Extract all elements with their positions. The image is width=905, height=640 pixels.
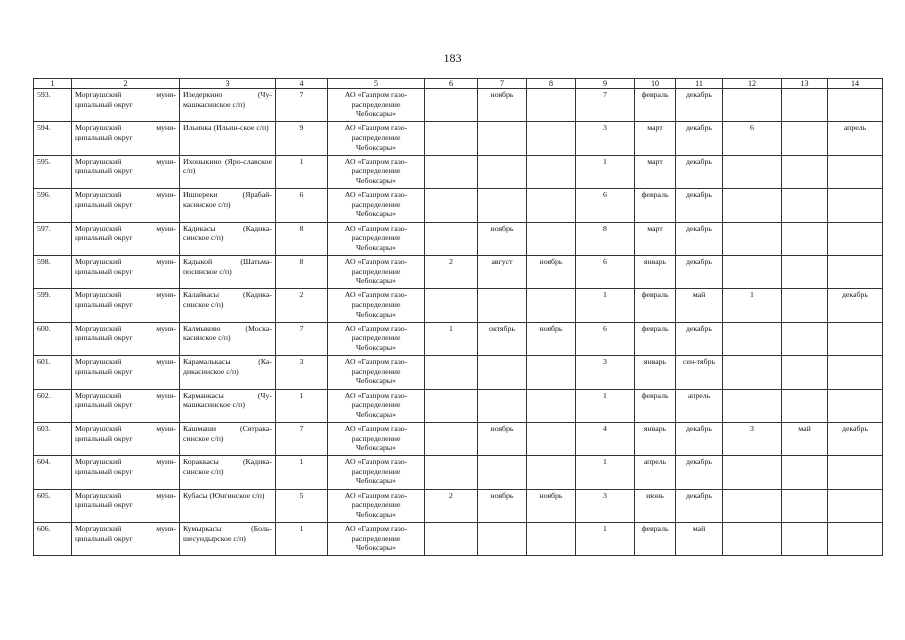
col11-month-cell: декабрь: [676, 222, 723, 255]
col12-count-cell: [723, 189, 782, 222]
col14-month-cell: [828, 389, 883, 422]
total-count-cell: 6: [276, 189, 328, 222]
total-count-cell: 1: [276, 389, 328, 422]
col14-month-cell: [828, 155, 883, 188]
column-number-6: 6: [425, 79, 478, 89]
col12-count-cell: [723, 489, 782, 522]
col13-month-cell: [782, 222, 828, 255]
col6-count-cell: [425, 222, 478, 255]
col8-month-cell: [527, 456, 576, 489]
col13-month-cell: [782, 356, 828, 389]
col13-month-cell: [782, 89, 828, 122]
district-cell: Моргаушский муни-ципальный округ: [72, 389, 180, 422]
col8-month-cell: [527, 155, 576, 188]
col9-count-cell: 7: [576, 89, 635, 122]
col9-count-cell: 1: [576, 456, 635, 489]
col8-month-cell: [527, 523, 576, 556]
col13-month-cell: [782, 155, 828, 188]
organization-cell: АО «Газпром газо-распределение Чебоксары»: [328, 389, 425, 422]
col6-count-cell: [425, 389, 478, 422]
col14-month-cell: декабрь: [828, 289, 883, 322]
col10-month-cell: март: [635, 122, 676, 155]
organization-cell: АО «Газпром газо-распределение Чебоксары»: [328, 189, 425, 222]
column-number-13: 13: [782, 79, 828, 89]
district-cell: Моргаушский муни-ципальный округ: [72, 255, 180, 288]
organization-cell: АО «Газпром газо-распределение Чебоксары»: [328, 155, 425, 188]
district-cell: Моргаушский муни-ципальный округ: [72, 222, 180, 255]
col7-month-cell: ноябрь: [478, 222, 527, 255]
col12-count-cell: [723, 356, 782, 389]
col9-count-cell: 4: [576, 422, 635, 455]
total-count-cell: 2: [276, 289, 328, 322]
col11-month-cell: май: [676, 289, 723, 322]
row-number: 596.: [34, 189, 72, 222]
col12-count-cell: 6: [723, 122, 782, 155]
col6-count-cell: [425, 189, 478, 222]
settlement-cell: Кадикасы (Кадика-синское с/п): [180, 222, 276, 255]
col8-month-cell: ноябрь: [527, 322, 576, 355]
gasification-schedule-table: [33, 78, 883, 556]
col14-month-cell: [828, 322, 883, 355]
col6-count-cell: [425, 155, 478, 188]
row-number: 605.: [34, 489, 72, 522]
column-number-9: 9: [576, 79, 635, 89]
row-number: 594.: [34, 122, 72, 155]
table-row: [34, 356, 883, 389]
page-number: 183: [443, 51, 462, 65]
row-number: 602.: [34, 389, 72, 422]
col12-count-cell: [723, 456, 782, 489]
table-row: [34, 489, 883, 522]
district-cell: Моргаушский муни-ципальный округ: [72, 155, 180, 188]
column-number-5: 5: [328, 79, 425, 89]
total-count-cell: 9: [276, 122, 328, 155]
col7-month-cell: [478, 356, 527, 389]
col13-month-cell: [782, 122, 828, 155]
total-count-cell: 1: [276, 155, 328, 188]
col10-month-cell: март: [635, 222, 676, 255]
col12-count-cell: 1: [723, 289, 782, 322]
table-row: [34, 289, 883, 322]
col12-count-cell: [723, 322, 782, 355]
row-number: 593.: [34, 89, 72, 122]
row-number: 604.: [34, 456, 72, 489]
organization-cell: АО «Газпром газо-распределение Чебоксары»: [328, 422, 425, 455]
district-cell: Моргаушский муни-ципальный округ: [72, 89, 180, 122]
col9-count-cell: 3: [576, 356, 635, 389]
table-row: [34, 422, 883, 455]
column-number-7: 7: [478, 79, 527, 89]
col13-month-cell: [782, 322, 828, 355]
col11-month-cell: сен-тябрь: [676, 356, 723, 389]
col10-month-cell: март: [635, 155, 676, 188]
settlement-cell: Калмыково (Моска-касинское с/п): [180, 322, 276, 355]
col14-month-cell: [828, 523, 883, 556]
col10-month-cell: февраль: [635, 322, 676, 355]
table-row: [34, 122, 883, 155]
col13-month-cell: [782, 389, 828, 422]
col7-month-cell: октябрь: [478, 322, 527, 355]
organization-cell: АО «Газпром газо-распределение Чебоксары»: [328, 89, 425, 122]
table-body: [34, 89, 883, 556]
col14-month-cell: [828, 489, 883, 522]
col13-month-cell: [782, 523, 828, 556]
district-cell: Моргаушский муни-ципальный округ: [72, 356, 180, 389]
organization-cell: АО «Газпром газо-распределение Чебоксары»: [328, 523, 425, 556]
organization-cell: АО «Газпром газо-распределение Чебоксары»: [328, 289, 425, 322]
col14-month-cell: апрель: [828, 122, 883, 155]
settlement-cell: Карамалькасы (Ка-дикасинское с/п): [180, 356, 276, 389]
col11-month-cell: декабрь: [676, 456, 723, 489]
row-number: 595.: [34, 155, 72, 188]
organization-cell: АО «Газпром газо-распределение Чебоксары»: [328, 489, 425, 522]
organization-cell: АО «Газпром газо-распределение Чебоксары»: [328, 356, 425, 389]
col12-count-cell: [723, 523, 782, 556]
col6-count-cell: 1: [425, 322, 478, 355]
settlement-cell: Ихоныкино (Яро-славское с/п): [180, 155, 276, 188]
organization-cell: АО «Газпром газо-распределение Чебоксары»: [328, 222, 425, 255]
district-cell: Моргаушский муни-ципальный округ: [72, 456, 180, 489]
col9-count-cell: 1: [576, 155, 635, 188]
settlement-cell: Ишпереки (Ярабай-касинское с/п): [180, 189, 276, 222]
col10-month-cell: февраль: [635, 289, 676, 322]
column-number-12: 12: [723, 79, 782, 89]
col8-month-cell: [527, 422, 576, 455]
col11-month-cell: декабрь: [676, 89, 723, 122]
col8-month-cell: [527, 189, 576, 222]
col8-month-cell: [527, 122, 576, 155]
row-number: 600.: [34, 322, 72, 355]
total-count-cell: 8: [276, 222, 328, 255]
total-count-cell: 8: [276, 255, 328, 288]
col10-month-cell: январь: [635, 255, 676, 288]
col14-month-cell: [828, 89, 883, 122]
col10-month-cell: февраль: [635, 189, 676, 222]
row-number: 603.: [34, 422, 72, 455]
col9-count-cell: 3: [576, 122, 635, 155]
row-number: 599.: [34, 289, 72, 322]
district-cell: Моргаушский муни-ципальный округ: [72, 122, 180, 155]
organization-cell: АО «Газпром газо-распределение Чебоксары»: [328, 122, 425, 155]
col11-month-cell: апрель: [676, 389, 723, 422]
col13-month-cell: [782, 189, 828, 222]
col11-month-cell: декабрь: [676, 322, 723, 355]
table-row: [34, 389, 883, 422]
table-row: [34, 189, 883, 222]
col11-month-cell: декабрь: [676, 155, 723, 188]
col10-month-cell: февраль: [635, 389, 676, 422]
col11-month-cell: декабрь: [676, 422, 723, 455]
col14-month-cell: [828, 189, 883, 222]
col6-count-cell: 2: [425, 489, 478, 522]
col6-count-cell: [425, 456, 478, 489]
col8-month-cell: ноябрь: [527, 255, 576, 288]
column-number-1: 1: [34, 79, 72, 89]
table-row: [34, 322, 883, 355]
col7-month-cell: [478, 523, 527, 556]
col6-count-cell: [425, 523, 478, 556]
district-cell: Моргаушский муни-ципальный округ: [72, 422, 180, 455]
col14-month-cell: декабрь: [828, 422, 883, 455]
col14-month-cell: [828, 456, 883, 489]
settlement-cell: Кораккасы (Кадика-синское с/п): [180, 456, 276, 489]
col9-count-cell: 1: [576, 289, 635, 322]
col10-month-cell: апрель: [635, 456, 676, 489]
total-count-cell: 5: [276, 489, 328, 522]
col6-count-cell: [425, 122, 478, 155]
col9-count-cell: 8: [576, 222, 635, 255]
column-number-11: 11: [676, 79, 723, 89]
col11-month-cell: декабрь: [676, 189, 723, 222]
col8-month-cell: [527, 222, 576, 255]
column-number-14: 14: [828, 79, 883, 89]
settlement-cell: Ильинка (Ильин-ское с/п): [180, 122, 276, 155]
col13-month-cell: май: [782, 422, 828, 455]
col6-count-cell: [425, 289, 478, 322]
row-number: 597.: [34, 222, 72, 255]
organization-cell: АО «Газпром газо-распределение Чебоксары»: [328, 255, 425, 288]
settlement-cell: Карманкасы (Чу-машкасинское с/п): [180, 389, 276, 422]
settlement-cell: Кубасы (Юнгинское с/п): [180, 489, 276, 522]
col9-count-cell: 6: [576, 189, 635, 222]
col10-month-cell: февраль: [635, 523, 676, 556]
table-row: [34, 155, 883, 188]
col8-month-cell: [527, 89, 576, 122]
col6-count-cell: [425, 89, 478, 122]
col12-count-cell: [723, 222, 782, 255]
organization-cell: АО «Газпром газо-распределение Чебоксары»: [328, 456, 425, 489]
district-cell: Моргаушский муни-ципальный округ: [72, 189, 180, 222]
settlement-cell: Изедеркино (Чу-машкасинское с/п): [180, 89, 276, 122]
district-cell: Моргаушский муни-ципальный округ: [72, 523, 180, 556]
district-cell: Моргаушский муни-ципальный округ: [72, 489, 180, 522]
column-number-4: 4: [276, 79, 328, 89]
col9-count-cell: 6: [576, 255, 635, 288]
total-count-cell: 1: [276, 523, 328, 556]
col7-month-cell: [478, 389, 527, 422]
col9-count-cell: 1: [576, 389, 635, 422]
col7-month-cell: [478, 155, 527, 188]
col6-count-cell: [425, 422, 478, 455]
table-row: [34, 89, 883, 122]
total-count-cell: 3: [276, 356, 328, 389]
district-cell: Моргаушский муни-ципальный округ: [72, 289, 180, 322]
col8-month-cell: [527, 389, 576, 422]
col7-month-cell: [478, 122, 527, 155]
settlement-cell: Кадыкой (Шатьма-посинское с/п): [180, 255, 276, 288]
col7-month-cell: [478, 189, 527, 222]
table-row: [34, 222, 883, 255]
col12-count-cell: [723, 89, 782, 122]
col13-month-cell: [782, 289, 828, 322]
column-number-row: [34, 79, 883, 89]
total-count-cell: 7: [276, 89, 328, 122]
col11-month-cell: декабрь: [676, 255, 723, 288]
column-number-2: 2: [72, 79, 180, 89]
table-row: [34, 255, 883, 288]
row-number: 606.: [34, 523, 72, 556]
col10-month-cell: июнь: [635, 489, 676, 522]
col8-month-cell: [527, 289, 576, 322]
col7-month-cell: [478, 289, 527, 322]
col14-month-cell: [828, 255, 883, 288]
col13-month-cell: [782, 456, 828, 489]
col11-month-cell: декабрь: [676, 122, 723, 155]
col9-count-cell: 6: [576, 322, 635, 355]
col7-month-cell: ноябрь: [478, 489, 527, 522]
col10-month-cell: февраль: [635, 89, 676, 122]
total-count-cell: 7: [276, 322, 328, 355]
settlement-cell: Калайкасы (Кадика-синское с/п): [180, 289, 276, 322]
col12-count-cell: [723, 389, 782, 422]
col7-month-cell: ноябрь: [478, 89, 527, 122]
col10-month-cell: январь: [635, 422, 676, 455]
column-number-3: 3: [180, 79, 276, 89]
col13-month-cell: [782, 255, 828, 288]
total-count-cell: 1: [276, 456, 328, 489]
col8-month-cell: [527, 356, 576, 389]
col7-month-cell: ноябрь: [478, 422, 527, 455]
col13-month-cell: [782, 489, 828, 522]
district-cell: Моргаушский муни-ципальный округ: [72, 322, 180, 355]
column-number-10: 10: [635, 79, 676, 89]
table-row: [34, 523, 883, 556]
table-row: [34, 456, 883, 489]
col6-count-cell: [425, 356, 478, 389]
organization-cell: АО «Газпром газо-распределение Чебоксары»: [328, 322, 425, 355]
col7-month-cell: август: [478, 255, 527, 288]
row-number: 598.: [34, 255, 72, 288]
col12-count-cell: [723, 255, 782, 288]
col10-month-cell: январь: [635, 356, 676, 389]
column-number-8: 8: [527, 79, 576, 89]
col12-count-cell: [723, 155, 782, 188]
col8-month-cell: ноябрь: [527, 489, 576, 522]
total-count-cell: 7: [276, 422, 328, 455]
row-number: 601.: [34, 356, 72, 389]
col9-count-cell: 1: [576, 523, 635, 556]
col11-month-cell: май: [676, 523, 723, 556]
settlement-cell: Кашмаши (Сятрака-синское с/п): [180, 422, 276, 455]
col14-month-cell: [828, 222, 883, 255]
settlement-cell: Кумыркасы (Боль-шесундырское с/п): [180, 523, 276, 556]
col14-month-cell: [828, 356, 883, 389]
col6-count-cell: 2: [425, 255, 478, 288]
col7-month-cell: [478, 456, 527, 489]
col9-count-cell: 3: [576, 489, 635, 522]
col11-month-cell: декабрь: [676, 489, 723, 522]
col12-count-cell: 3: [723, 422, 782, 455]
